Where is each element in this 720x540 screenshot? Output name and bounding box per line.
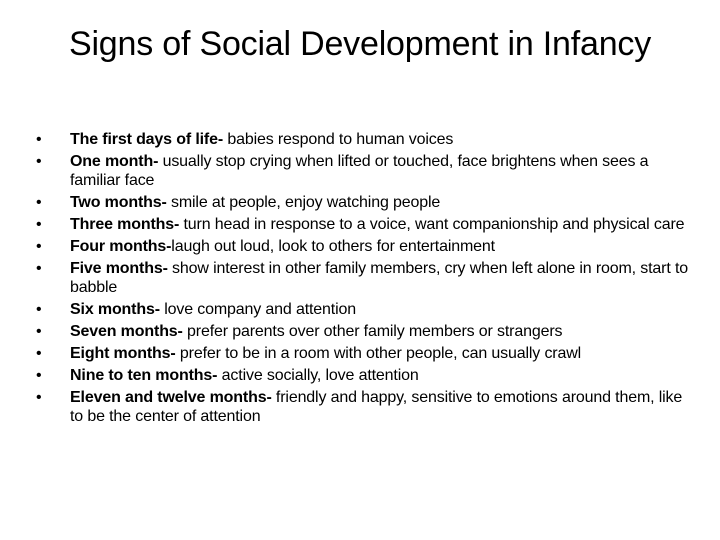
bullet-dot: • bbox=[36, 366, 42, 384]
item-text: show interest in other family members, cry when left alone in room, start to babble bbox=[70, 259, 688, 297]
list-item bbox=[36, 344, 696, 363]
list-item bbox=[36, 193, 696, 212]
bullet-dot: • bbox=[36, 152, 42, 170]
item-lead: The first days of life- bbox=[70, 131, 224, 148]
item-text: active socially, love attention bbox=[217, 366, 419, 384]
list-item bbox=[36, 237, 696, 256]
list-item bbox=[36, 366, 696, 385]
bullet-dot: • bbox=[36, 215, 42, 233]
item-lead: Two months- bbox=[70, 194, 167, 212]
list-item bbox=[36, 322, 696, 341]
list-item bbox=[36, 300, 696, 319]
item-text: prefer to be in a room with other people, can usually crawl bbox=[175, 344, 582, 362]
item-lead: Nine to ten months- bbox=[70, 366, 218, 384]
bullet-dot: • bbox=[36, 194, 42, 212]
slide-title: Signs of Social Development in Infancy bbox=[68, 25, 652, 63]
bullet-dot: • bbox=[36, 322, 42, 340]
item-text: babies respond to human voices bbox=[223, 131, 454, 148]
bullet-dot: • bbox=[36, 300, 42, 318]
item-lead: Eleven and twelve months- bbox=[70, 388, 272, 406]
list-item bbox=[36, 259, 696, 298]
item-lead: Five months- bbox=[70, 259, 168, 277]
list-item bbox=[36, 152, 696, 191]
item-text: love company and attention bbox=[159, 300, 357, 318]
bullet-dot: • bbox=[36, 388, 42, 406]
item-lead: Three months- bbox=[70, 215, 180, 233]
item-text: prefer parents over other family members or strangers bbox=[182, 322, 563, 340]
bullet-dot: • bbox=[36, 344, 42, 362]
item-text: turn head in response to a voice, want companionship and physical care bbox=[179, 215, 685, 233]
item-lead: One month- bbox=[70, 152, 159, 170]
bullet-dot: • bbox=[36, 131, 42, 148]
list-item bbox=[36, 130, 696, 149]
item-lead: Six months- bbox=[70, 300, 160, 318]
item-text: usually stop crying when lifted or touched, face brightens when sees a familiar face bbox=[70, 152, 649, 190]
item-text: smile at people, enjoy watching people bbox=[166, 194, 441, 212]
bullet-dot: • bbox=[36, 237, 42, 255]
item-lead: Eight months- bbox=[70, 344, 176, 362]
item-text: laugh out loud, look to others for entertainment bbox=[171, 237, 495, 255]
item-lead: Seven months- bbox=[70, 322, 183, 340]
item-text: friendly and happy, sensitive to emotions around them, like to be the center of attention bbox=[70, 388, 683, 425]
bullet-dot: • bbox=[36, 259, 42, 277]
list-item bbox=[36, 388, 696, 427]
list-item bbox=[36, 215, 696, 234]
bullet-list bbox=[36, 130, 696, 429]
item-lead: Four months- bbox=[70, 237, 172, 255]
